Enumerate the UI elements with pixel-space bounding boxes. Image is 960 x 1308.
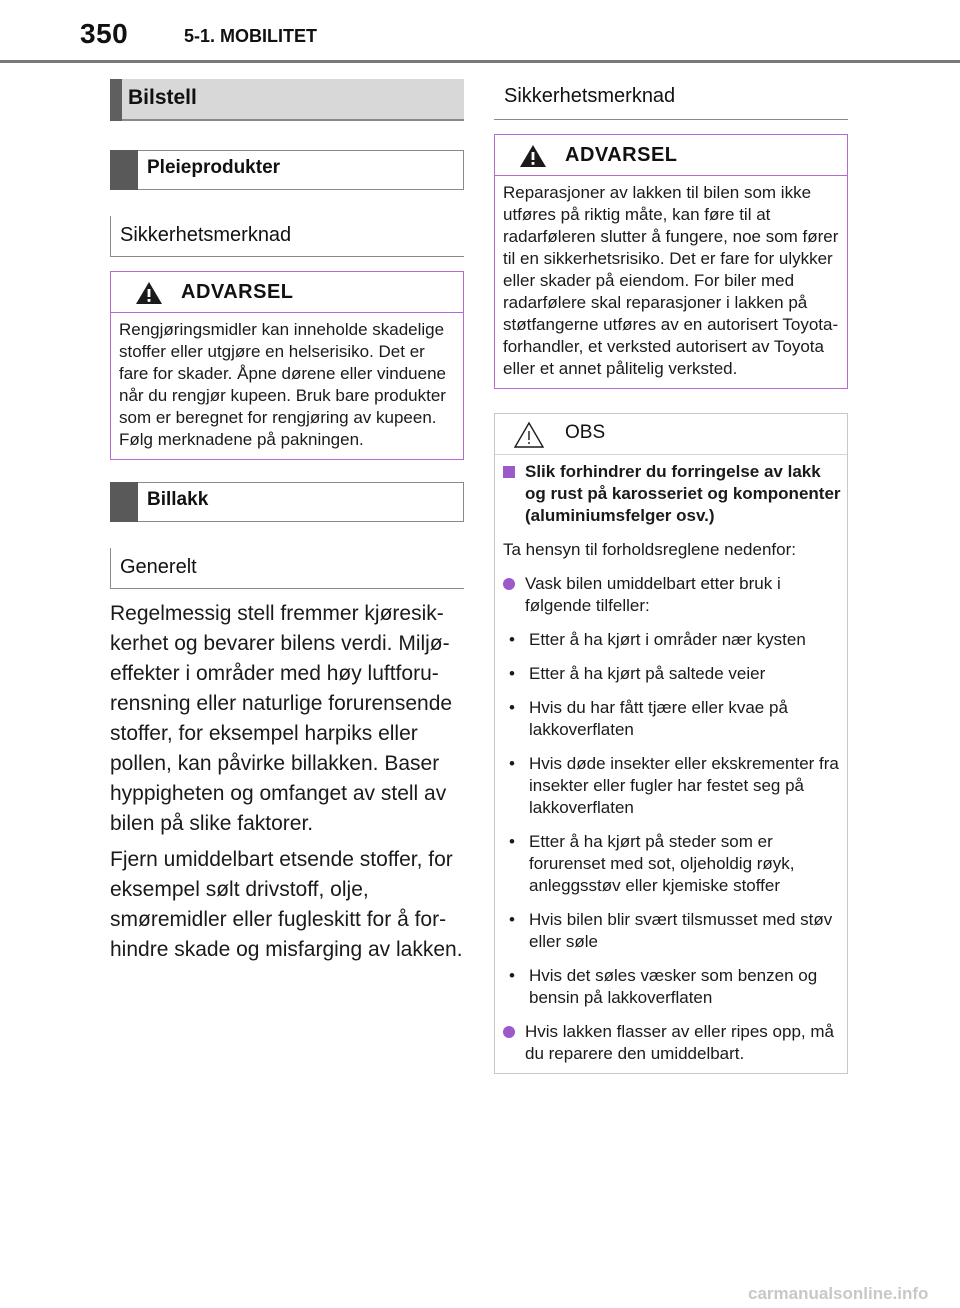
subheading-text: Sikkerhetsmerknad <box>120 224 292 246</box>
warning-box <box>494 134 848 389</box>
notice-box <box>494 413 848 1074</box>
section-heading-pleieprodukter <box>110 150 464 190</box>
main-heading-text: Bilstell <box>128 86 197 109</box>
section-heading-text: Pleieprodukter <box>147 157 281 178</box>
subheading-sikkerhetsmerknad <box>110 216 464 257</box>
notice-body <box>495 455 847 1073</box>
circle-item-text: Hvis lakken flasser av eller ripes opp, må du reparere den umiddelbart. <box>525 1022 834 1063</box>
bullet-mark: • <box>509 664 515 683</box>
warning-label: ADVARSEL <box>181 281 294 303</box>
warning-text: Rengjøringsmidler kan inneholde skadelige stoffer eller utgjøre en helserisiko. Det er fare for skader. Åpne dørene eller vinduene når du rengjør kupeen. Bruk bare produkter som er beregnet for rengjøring av kupeen. Følg merknadene på pakningen. <box>119 320 446 449</box>
square-bullet-icon <box>503 466 515 478</box>
list-item <box>503 753 843 819</box>
bullet-mark: • <box>509 910 515 929</box>
notice-triangle-icon <box>513 421 545 449</box>
page-number: 350 <box>80 18 129 49</box>
warning-triangle-icon <box>519 144 547 168</box>
list-item <box>503 697 843 741</box>
bullet-mark: • <box>509 832 515 851</box>
bullet-mark: • <box>509 630 515 649</box>
list-item-text: Etter å ha kjørt på steder som er forurenset med sot, oljeholdig røyk, anleggsstøv eller kjemiske stoffer <box>529 832 795 895</box>
list-item-text: Hvis døde insekter eller ekskrementer fra insekter eller fugler har festet seg på lakkoverflaten <box>529 754 839 817</box>
bullet-mark: • <box>509 966 515 985</box>
list-item-text: Hvis du har fått tjære eller kvae på lakkoverflaten <box>529 698 788 739</box>
warning-text: Reparasjoner av lakken til bilen som ikke utføres på riktig måte, kan føre til at radarføleren slutter å fungere, noe som fører til en sikkerhetsrisiko. Det er fare for ulykker eller skader på eiendom. For biler med radarfølere skal reparasjoner i lakken på støtfangerne utføres av en autorisert Toyota-forhandler, et verksted autorisert av Toyota eller et annet pålitelig verksted. <box>503 183 839 378</box>
main-heading <box>110 79 464 121</box>
left-column <box>110 79 464 965</box>
circle-bullet-icon <box>503 1026 515 1038</box>
subheading-text: Generelt <box>120 556 197 578</box>
warning-header <box>111 272 463 313</box>
body-paragraph: Fjern umiddelbart etsende stoffer, for eksempel sølt drivstoff, olje, smøremidler eller fugleskitt for å forhindre skade og misfarging av lakken. <box>110 848 463 961</box>
watermark-link[interactable]: carmanualsonline.info <box>748 1284 929 1303</box>
notice-intro: Ta hensyn til forholdsreglene nedenfor: <box>503 540 796 559</box>
notice-label: OBS <box>565 422 606 443</box>
bullet-mark: • <box>509 698 515 717</box>
list-item-text: Etter å ha kjørt i områder nær kysten <box>529 630 806 649</box>
warning-triangle-icon <box>135 281 163 305</box>
list-item <box>503 629 843 651</box>
chapter-title: 5-1. MOBILITET <box>184 26 318 46</box>
page-header <box>0 0 960 62</box>
list-item <box>503 831 843 897</box>
notice-circle-item <box>503 1021 843 1065</box>
circle-bullet-icon <box>503 578 515 590</box>
subheading-generelt <box>110 548 464 589</box>
section-heading-text: Billakk <box>147 489 209 510</box>
bullet-mark: • <box>509 754 515 773</box>
warning-header <box>495 135 847 176</box>
circle-item-text: Vask bilen umiddelbart etter bruk i følgende tilfeller: <box>525 574 781 615</box>
heading-bar <box>110 482 138 522</box>
heading-bar <box>110 150 138 190</box>
list-item-text: Etter å ha kjørt på saltede veier <box>529 664 766 683</box>
list-item-text: Hvis det søles væsker som benzen og bensin på lakkoverflaten <box>529 966 818 1007</box>
warning-label: ADVARSEL <box>565 144 678 166</box>
heading-bar <box>110 79 122 121</box>
list-item <box>503 909 843 953</box>
notice-subheading-text: Slik forhindrer du forringelse av lakk og rust på karosseriet og komponenter (aluminiumsfelger osv.) <box>525 462 841 525</box>
warning-box <box>110 271 464 460</box>
subheading-text: Sikkerhetsmerknad <box>504 85 676 107</box>
list-item-text: Hvis bilen blir svært tilsmusset med støv eller søle <box>529 910 833 951</box>
notice-circle-item <box>503 573 843 617</box>
header-divider <box>0 60 960 63</box>
list-item <box>503 663 843 685</box>
body-paragraph: Regelmessig stell fremmer kjøresikkerhet og bevarer bilens verdi. Miljøeffekter i områder med høy luftforurensning eller naturlige forurensende stoffer, for eksempel harpiks eller pollen, kan påvirke billakken. Baser hyppigheten og omfanget av stell av bilen på slike faktorer. <box>110 602 453 835</box>
notice-subheading <box>503 461 843 527</box>
right-column <box>494 79 848 1074</box>
list-item <box>503 965 843 1009</box>
section-heading-billakk <box>110 482 464 522</box>
subheading-sikkerhetsmerknad <box>494 79 848 120</box>
notice-header <box>495 414 847 455</box>
